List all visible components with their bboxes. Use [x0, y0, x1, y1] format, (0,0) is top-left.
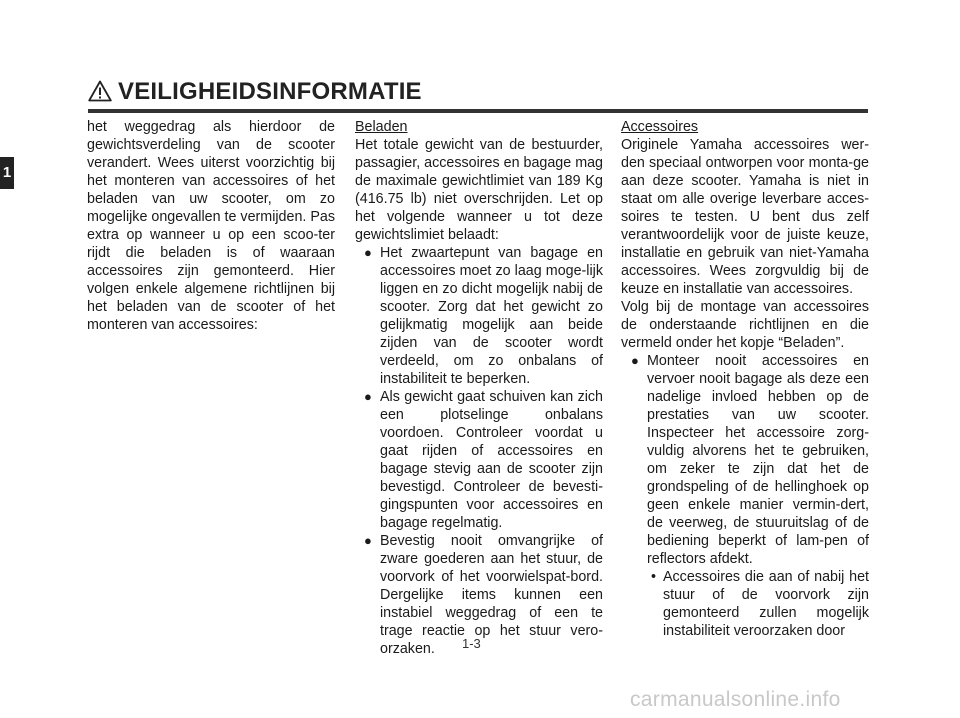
- section-header: [88, 78, 868, 114]
- header-divider: [88, 109, 868, 113]
- body-paragraph: het weggedrag als hierdoor de gewichtsverdeling van de scooter verandert. Wees uiterst voorzichtig bij het monteren van accessoires of het beladen van uw scooter, om zo mogelijke ongevallen te vermijden. Pas extra op wanneer u op een scoo-ter rijdt die beladen is of waaraan accessoires zijn gemonteerd. Hier volgen enkele algemene richtlijnen bij het beladen van de scooter of het monteren van accessoires:: [87, 119, 335, 333]
- sub-list-item: [647, 568, 869, 640]
- body-paragraph: Het totale gewicht van de bestuurder, passagier, accessoires en bagage mag de maximale gewichtlimiet van 189 Kg (416.75 lb) niet overschrijden. Let op het volgende wanneer u tot deze gewichtslimiet belaadt:: [355, 137, 603, 243]
- body-paragraph: Volg bij de montage van accessoires de onderstaande richtlijnen en die vermeld onder het kopje “Beladen”.: [621, 299, 869, 351]
- watermark: carmanualsonline.info: [630, 688, 841, 711]
- list-item: [355, 388, 603, 532]
- list-item-text: Monteer nooit accessoires en vervoer nooit bagage als deze een nadelige invloed hebben op de prestaties van uw scooter. Inspecteer het accessoire zorg-vuldig alvorens het te gebruiken, om zeker te zijn dat het de grondspeling of de hellinghoek op geen enkele manier vermin-dert, de veerweg, de stuuruitslag of de bediening beperkt of lam-pen of reflectors afdekt.: [647, 353, 869, 567]
- bullet-icon: ●: [631, 353, 639, 368]
- bullet-icon: ●: [364, 389, 372, 404]
- list-item-text: Als gewicht gaat schuiven kan zich een plotselinge onbalans voordoen. Controleer voordat u gaat rijden of accessoires en bagage stevig aan de scooter zijn bevestigd. Controleer de bevesti-gingspunten voor accessoires en bagage regelmatig.: [380, 389, 603, 531]
- bullet-icon: ●: [364, 245, 372, 260]
- warning-triangle-icon: [88, 80, 112, 102]
- body-paragraph: Originele Yamaha accessoires wer-den speciaal ontworpen voor monta-ge aan deze scooter. Yamaha is niet in staat om alle overige leverbare acces-soires te testen. U bent dus zelf verantwoordelijk voor de juiste keuze, installatie en gebruik van niet-Yamaha accessoires. Wees zorgvuldig bij de keuze en installatie van accessoires.: [621, 137, 869, 297]
- section-heading-accessoires: Accessoires: [621, 119, 699, 135]
- page-title: VEILIGHEIDSINFORMATIE: [118, 78, 422, 105]
- section-heading-beladen: Beladen: [355, 119, 408, 135]
- column-middle: [355, 118, 603, 658]
- bullet-icon: ●: [364, 533, 372, 548]
- chapter-tab: 1: [0, 157, 14, 189]
- sub-list-item-text: Accessoires die aan of nabij het stuur of de voorvork zijn gemonteerd zullen mogelijk instabiliteit veroorzaken door: [663, 569, 869, 639]
- column-right: [621, 118, 869, 640]
- list-item: [355, 244, 603, 388]
- column-left: [87, 118, 335, 334]
- page-number: 1-3: [462, 636, 481, 651]
- sub-bullet-icon: •: [651, 569, 657, 585]
- list-item-text: Bevestig nooit omvangrijke of zware goederen aan het stuur, de voorvork of het voorwielspat-bord. Dergelijke items kunnen een instabiel weggedrag of een te trage reactie op het stuur vero-orzaken.: [380, 533, 603, 657]
- list-item: [621, 352, 869, 568]
- list-item-text: Het zwaartepunt van bagage en accessoires moet zo laag moge-lijk liggen en zo dicht mogelijk nabij de scooter. Zorg dat het gewicht zo gelijkmatig mogelijk aan beide zijden van de scooter wordt verdeeld, om zo onbalans of instabiliteit te beperken.: [380, 245, 603, 387]
